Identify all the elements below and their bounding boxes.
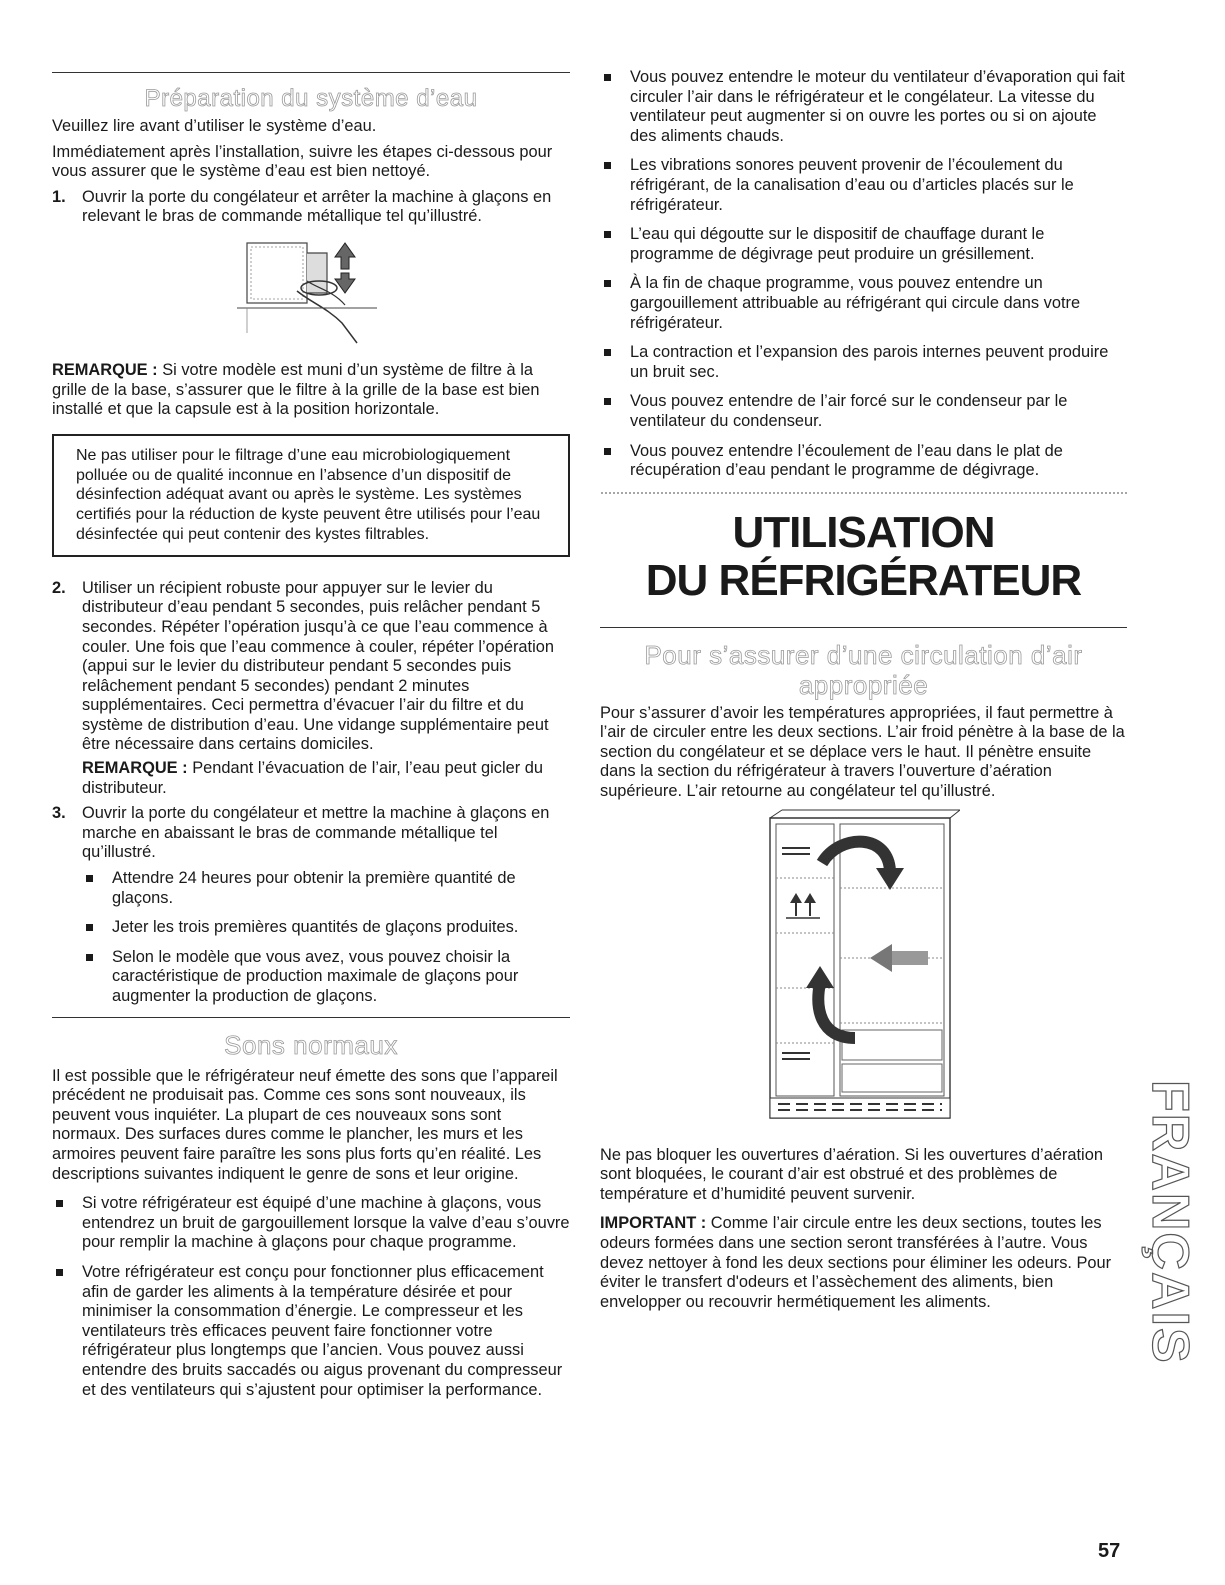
step-note <box>82 759 570 798</box>
sounds-bullets-continued <box>600 68 1127 481</box>
step-number: 3. <box>52 804 66 823</box>
right-column <box>600 60 1127 1318</box>
heading-line: Pour s’assurer d’une circulation d’air <box>644 639 1083 670</box>
list-item: Vous pouvez entendre de l’air forcé sur le condenseur par le ventilateur du condenseur. <box>600 392 1127 431</box>
step-number: 1. <box>52 187 66 206</box>
chapter-title-line-1: UTILISATION <box>732 507 995 557</box>
warning-box <box>52 434 570 557</box>
heading-line: appropriée <box>798 669 929 700</box>
step-text: Utiliser un récipient robuste pour appuyer sur le levier du distributeur d’eau pendant 5 secondes, puis relâcher pendant 5 secondes. Répéter l’opération jusqu’à ce que l’eau commence à couler. Une fois que l’eau commence à couler, répéter l’opération (appui sur le levier du distributeur pendant 5 secondes puis relâchement pendant 5 secondes) pendant 2 minutes supplémentaires. Ceci permettra d’évacuer l’air du filtre et du système de distribution d’eau. Une vidange supplémentaire peut être nécessaire dans certains domiciles. <box>82 578 554 754</box>
language-side-tab <box>1141 1080 1208 1365</box>
dotted-divider <box>600 491 1127 495</box>
list-item: Vous pouvez entendre le moteur du ventilateur d’évaporation qui fait circuler l’air dans le réfrigérateur et le congélateur. La vitesse du ventilateur peut augmenter si on ouvre les portes ou si on ajoute des aliments chauds. <box>600 68 1127 146</box>
section-heading-water-system: Préparation du système d’eau <box>144 85 478 112</box>
important-text: Comme l’air circule entre les deux sections, toutes les odeurs formées dans une section seront transférées à l’autre. Vous devez nettoyer à fond les deux sections pour éliminer les odeurs. Pour éviter le transfert d'odeurs et l’assèchement des aliments, bien envelopper ou recouvrir hermétiquement les aliments. <box>600 1214 1112 1311</box>
sounds-intro: Il est possible que le réfrigérateur neuf émette des sons que l’appareil précédent ne produisait pas. Comme ces sons sont nouveaux, ils peuvent vous inquiéter. La plupart de ces nouveaux sons sont normaux. Des surfaces dures comme le plancher, les murs et les armoires peuvent faire paraître les sons plus forts qu’en réalité. Les descriptions suivantes indiquent le genre de sons et leur origine. <box>52 1066 558 1183</box>
list-item: Votre réfrigérateur est conçu pour fonctionner plus efficacement afin de garder les aliments à la température désirée et pour minimiser la consommation d’énergie. Le compresseur et les ventilateurs très efficaces peuvent faire fonctionner votre réfrigérateur plus longtemps que l’ancien. Vous pouvez aussi entendre des bruits saccadés ou aigus provenant du compresseur et des ventilateurs qui s’ajustent pour optimiser la performance. <box>52 1263 570 1400</box>
section-heading-normal-sounds: Sons normaux <box>224 1029 398 1060</box>
list-item: Si votre réfrigérateur est équipé d’une machine à glaçons, vous entendrez un bruit de gargouillement lorsque la valve d’eau s’ouvre pour remplir la machine à glaçons pour chaque programme. <box>52 1194 570 1253</box>
warning-text: Ne pas utiliser pour le filtrage d’une eau microbiologiquement polluée ou de qualité inconnue en l’absence d’un dispositif de désinfection adéquat avant ou après le système. Les systèmes certifiés pour la réduction de kyste peuvent être utilisés pour l’eau désinfectée qui peut contenir des kystes filtrables. <box>76 446 541 543</box>
section-rule <box>52 1017 570 1018</box>
note-text: Pendant l’évacuation de l’air, l’eau peut gicler du distributeur. <box>82 759 544 797</box>
list-item: Les vibrations sonores peuvent provenir de l’écoulement du réfrigérant, de la canalisation d’eau ou d’articles placés sur le réfrigérateur. <box>600 156 1127 215</box>
step-number: 2. <box>52 578 66 597</box>
step-text: Ouvrir la porte du congélateur et mettre la machine à glaçons en marche en abaissant le bras de commande métallique tel qu’illustré. <box>82 804 550 862</box>
list-item: Vous pouvez entendre l’écoulement de l’eau dans le plat de récupération d’eau pendant le programme de dégivrage. <box>600 442 1127 481</box>
air-flow-illustration <box>760 808 960 1128</box>
list-item: L’eau qui dégoutte sur le dispositif de chauffage durant le programme de dégivrage peut produire un grésillement. <box>600 225 1127 264</box>
ice-maker-arm-illustration <box>237 233 397 353</box>
important-label: IMPORTANT : <box>600 1214 707 1233</box>
list-item: À la fin de chaque programme, vous pouvez entendre un gargouillement attribuable au réfrigérant qui circule dans votre réfrigérateur. <box>600 274 1127 333</box>
step-1 <box>52 188 570 227</box>
list-item: La contraction et l’expansion des parois internes peuvent produire un bruit sec. <box>600 343 1127 382</box>
step-2 <box>52 579 570 799</box>
note-text: Si votre modèle est muni d’un système de filtre à la grille de la base, s’assurer que le filtre à la grille de la base est bien installé et que la capsule est à la position horizontale. <box>52 360 540 419</box>
sounds-bullets <box>52 1194 570 1400</box>
air-circulation-paragraph: Pour s’assurer d’avoir les températures appropriées, il faut permettre à l’air de circuler entre les deux sections. L’air froid pénètre à la base de la section du congélateur et se déplace vers le haut. Il pénètre ensuite dans la section du réfrigérateur à travers l’ouverture d’aération supérieure. L’air retourne au congélateur tel qu’illustré. <box>600 703 1125 801</box>
section-rule <box>52 72 570 73</box>
intro-paragraph: Immédiatement après l’installation, suivre les étapes ci-dessous pour vous assurer que le système d’eau est bien nettoyé. <box>52 142 553 181</box>
intro-paragraph: Veuillez lire avant d’utiliser le système d’eau. <box>52 117 377 135</box>
list-item: Selon le modèle que vous avez, vous pouvez choisir la caractéristique de production maximale de glaçons pour augmenter la production de glaçons. <box>82 948 570 1007</box>
section-heading-air-circulation <box>600 640 1127 700</box>
note-label: REMARQUE : <box>52 360 158 379</box>
language-label: FRANÇAIS <box>1141 1080 1199 1365</box>
air-vent-paragraph: Ne pas bloquer les ouvertures d’aération. Si les ouvertures d’aération sont bloquées, le courant d’air est obstrué et des problèmes de température et d’humidité peuvent survenir. <box>600 1145 1103 1203</box>
left-column <box>52 60 570 1410</box>
step-3-bullets <box>82 869 570 1007</box>
step-3 <box>52 804 570 863</box>
list-item: Jeter les trois premières quantités de glaçons produites. <box>82 918 570 938</box>
chapter-title-line-2: DU RÉFRIGÉRATEUR <box>645 555 1082 605</box>
list-item: Attendre 24 heures pour obtenir la première quantité de glaçons. <box>82 869 570 908</box>
page-number: 57 <box>1098 1540 1121 1562</box>
note-paragraph <box>52 361 570 420</box>
note-label: REMARQUE : <box>82 759 188 778</box>
section-rule <box>600 627 1127 628</box>
important-paragraph <box>600 1214 1127 1312</box>
step-text: Ouvrir la porte du congélateur et arrêter la machine à glaçons en relevant le bras de commande métallique tel qu’illustré. <box>82 187 552 226</box>
